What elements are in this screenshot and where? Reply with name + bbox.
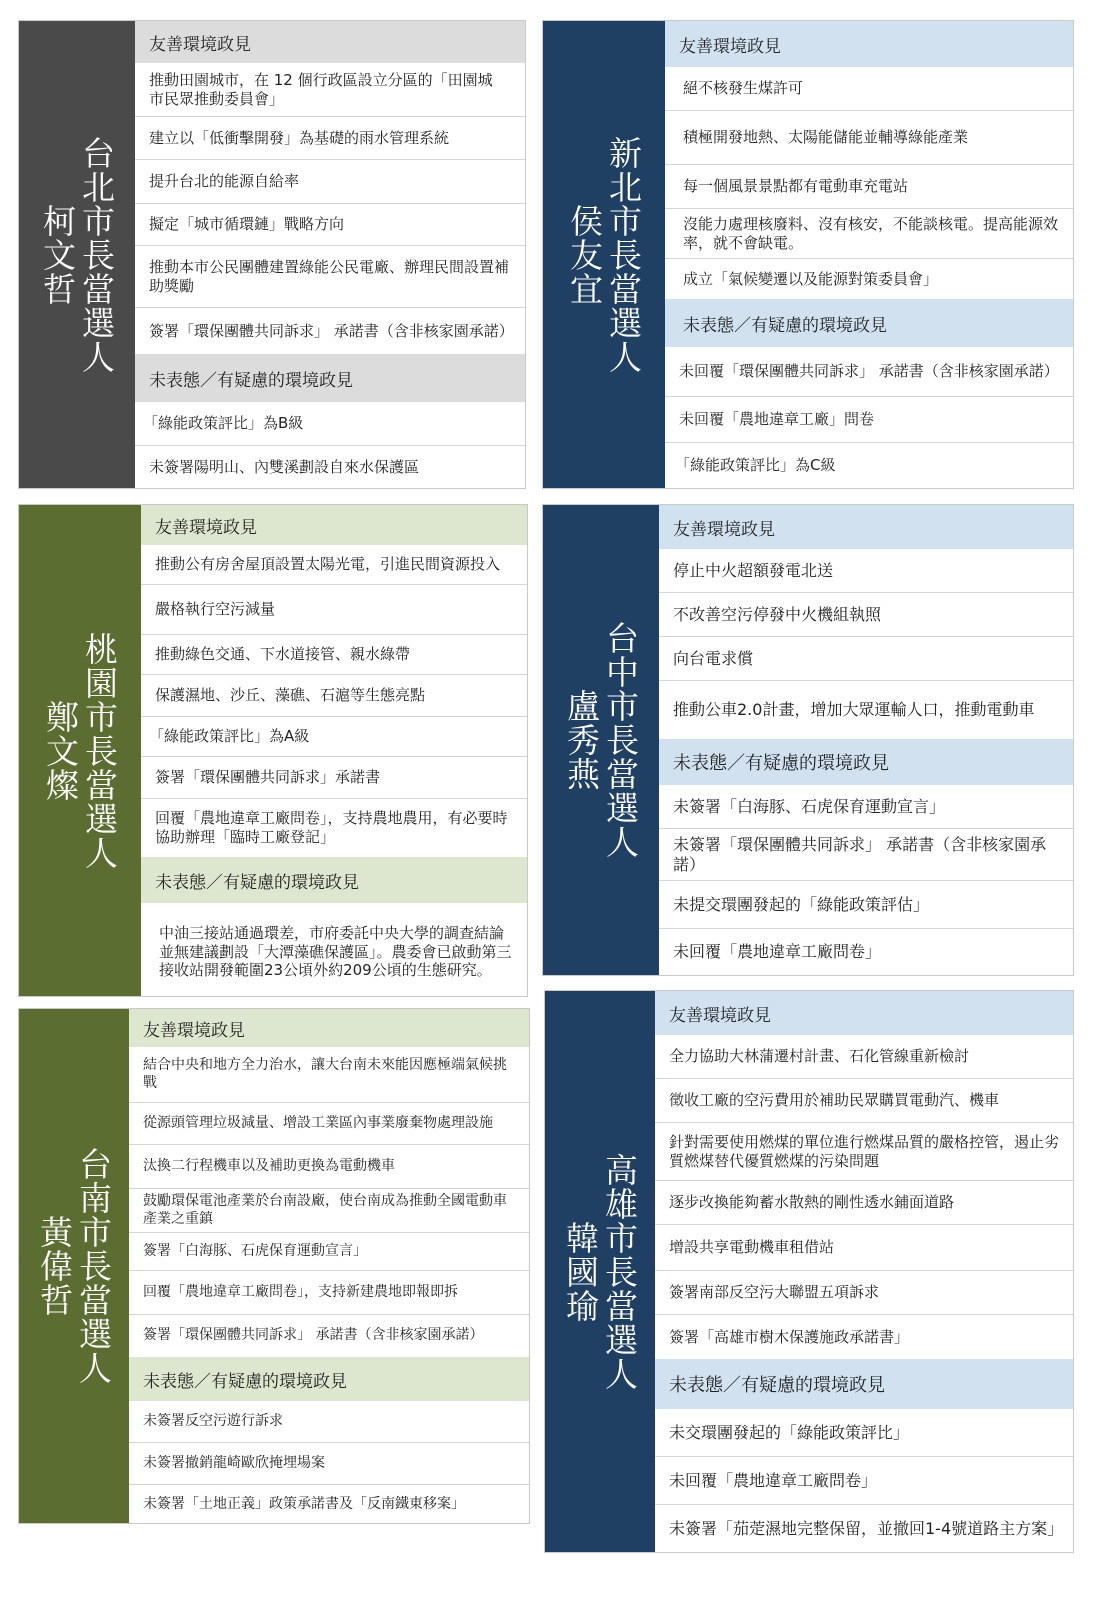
card-taichung xyxy=(542,504,1074,976)
policy-item: 推動綠色交通、下水道接管、親水綠帶 xyxy=(141,635,527,675)
policy-item: 積極開發地熱、太陽能儲能並輔導綠能產業 xyxy=(665,111,1073,165)
policy-item: 結合中央和地方全力治水，讓大台南未來能因應極端氣候挑戰 xyxy=(129,1047,529,1103)
unclear-header: 未表態／有疑慮的環境政見 xyxy=(135,354,525,402)
sidebar-taipei xyxy=(19,21,135,488)
policy-item: 不改善空污停發中火機組執照 xyxy=(659,593,1073,637)
mayor-title: 台南市長當選人 xyxy=(74,1147,113,1385)
policy-item: 中油三接站通過環差，市府委託中央大學的調查結論並無建議劃設「大潭藻礁保護區」。農委會已啟動第三接收站開發範圍23公頃外約209公頃的生態研究。 xyxy=(159,923,512,980)
policy-item: 增設共享電動機車租借站 xyxy=(655,1225,1073,1271)
policy-item: 未回覆「農地違章工廠」問卷 xyxy=(665,397,1073,443)
policy-item: 簽署「環保團體共同訴求」 承諾書（含非核家園承諾） xyxy=(149,321,514,340)
policy-item: 沒能力處理核廢料、沒有核安，不能談核電。提高能源效率，就不會缺電。 xyxy=(665,209,1073,259)
unclear-header: 未表態／有疑慮的環境政見 xyxy=(665,299,1073,347)
policy-item: 未簽署「茄萣濕地完整保留，並撤回1-4號道路主方案」 xyxy=(669,1519,1064,1538)
friendly-header: 友善環境政見 xyxy=(665,21,1073,67)
policy-item: 「綠能政策評比」為B級 xyxy=(135,402,525,446)
sidebar-tainan xyxy=(19,1009,129,1523)
mayor-name: 柯文哲 xyxy=(38,203,77,306)
policy-item: 推動公有房舍屋頂設置太陽光電，引進民間資源投入 xyxy=(141,545,527,585)
policy-item: 鼓勵環保電池產業於台南設廠，使台南成為推動全國電動車產業之重鎮 xyxy=(129,1189,529,1233)
policy-item: 回覆「農地違章工廠問卷」，支持新建農地即報即拆 xyxy=(129,1271,529,1315)
policy-item: 成立「氣候變遷以及能源對策委員會」 xyxy=(683,269,939,288)
policy-list xyxy=(659,505,1073,975)
policy-item: 簽署南部反空污大聯盟五項訴求 xyxy=(655,1271,1073,1315)
policy-item: 提升台北的能源自給率 xyxy=(135,160,525,204)
friendly-header: 友善環境政見 xyxy=(655,991,1073,1035)
policy-item: 回覆「農地違章工廠問卷」，支持農地農用，有必要時協助辦理「臨時工廠登記」 xyxy=(155,809,508,846)
mayor-title: 台中市長當選人 xyxy=(601,621,640,859)
policy-item: 停止中火超額發電北送 xyxy=(659,549,1073,593)
policy-list xyxy=(141,505,527,996)
policy-item: 絕不核發生煤許可 xyxy=(665,67,1073,111)
policy-item: 每一個風景景點都有電動車充電站 xyxy=(665,165,1073,209)
friendly-header: 友善環境政見 xyxy=(129,1009,529,1047)
policy-list xyxy=(665,21,1073,488)
policy-item: 簽署「環保團體共同訴求」承諾書 xyxy=(141,757,527,799)
friendly-header: 友善環境政見 xyxy=(135,21,525,63)
mayor-name: 盧秀燕 xyxy=(562,689,601,791)
policy-item: 針對需要使用燃煤的單位進行燃煤品質的嚴格控管，遏止劣質燃煤替代優質燃煤的污染問題 xyxy=(655,1123,1073,1181)
mayor-title: 高雄市長當選人 xyxy=(600,1152,639,1391)
policy-item: 建立以「低衝擊開發」為基礎的雨水管理系統 xyxy=(135,117,525,160)
card-taipei xyxy=(18,20,526,489)
policy-item: 「綠能政策評比」為A級 xyxy=(141,717,527,757)
sidebar-newtaipei xyxy=(543,21,665,488)
policy-item: 未簽署撤銷龍崎歐欣掩埋場案 xyxy=(129,1443,529,1485)
sidebar-taichung xyxy=(543,505,659,975)
policy-item: 未簽署「環保團體共同訴求」 承諾書（含非核家園承諾） xyxy=(659,829,1073,881)
policy-item: 簽署「白海豚、石虎保育運動宣言」 xyxy=(129,1233,529,1271)
policy-item: 徵收工廠的空污費用於補助民眾購買電動汽、機車 xyxy=(655,1079,1073,1123)
policy-item: 未回覆「農地違章工廠問卷」 xyxy=(655,1457,1073,1505)
policy-item: 未簽署陽明山、內雙溪劃設自來水保護區 xyxy=(149,457,420,476)
policy-list xyxy=(129,1009,529,1523)
policy-item: 未交環團發起的「綠能政策評比」 xyxy=(655,1409,1073,1457)
unclear-header: 未表態／有疑慮的環境政見 xyxy=(659,739,1073,785)
policy-item: 未提交環團發起的「綠能政策評估」 xyxy=(659,881,1073,929)
card-kaohsiung xyxy=(544,990,1074,1553)
mayor-name: 鄭文燦 xyxy=(41,699,80,802)
friendly-header: 友善環境政見 xyxy=(659,505,1073,549)
policy-item: 嚴格執行空污減量 xyxy=(141,585,527,635)
mayor-name: 黃偉哲 xyxy=(35,1215,74,1317)
policy-list xyxy=(135,21,525,488)
sidebar-kaohsiung xyxy=(545,991,655,1552)
policy-item: 未簽署反空污遊行訴求 xyxy=(129,1401,529,1443)
policy-item: 逐步改換能夠蓄水散熱的剛性透水鋪面道路 xyxy=(655,1181,1073,1225)
policy-item: 全力協助大林蒲遷村計畫、石化管線重新檢討 xyxy=(655,1035,1073,1079)
card-taoyuan xyxy=(18,504,528,997)
mayor-title: 新北市長當選人 xyxy=(604,135,643,374)
unclear-header: 未表態／有疑慮的環境政見 xyxy=(129,1357,529,1401)
policy-list xyxy=(655,991,1073,1552)
unclear-header: 未表態／有疑慮的環境政見 xyxy=(141,857,527,903)
mayor-name: 侯友宜 xyxy=(565,203,604,306)
policy-item: 推動本市公民團體建置綠能公民電廠、辦理民間設置補助獎勵 xyxy=(135,246,525,308)
policy-item: 擬定「城市循環鏈」戰略方向 xyxy=(135,204,525,246)
mayor-name: 韓國瑜 xyxy=(561,1220,600,1323)
sidebar-taoyuan xyxy=(19,505,141,996)
unclear-header: 未表態／有疑慮的環境政見 xyxy=(655,1359,1073,1409)
policy-item: 簽署「環保團體共同訴求」 承諾書（含非核家園承諾） xyxy=(143,1327,484,1344)
policy-item: 向台電求償 xyxy=(659,637,1073,681)
policy-item: 簽署「高雄市樹木保護施政承諾書」 xyxy=(669,1327,910,1346)
card-newtaipei xyxy=(542,20,1074,489)
card-tainan xyxy=(18,1008,530,1524)
policy-item: 從源頭管理垃圾減量、增設工業區內事業廢棄物處理設施 xyxy=(129,1103,529,1145)
policy-item: 保護濕地、沙丘、藻礁、石滬等生態亮點 xyxy=(141,675,527,717)
policy-item: 推動田園城市，在 12 個行政區設立分區的「田園城 市民眾推動委員會」 xyxy=(135,63,525,117)
policy-item: 未回覆「農地違章工廠問卷」 xyxy=(673,942,882,961)
policy-item: 未回覆「環保團體共同訴求」 承諾書（含非核家園承諾） xyxy=(665,347,1073,397)
policy-item: 推動公車2.0計畫，增加大眾運輸人口，推動電動車 xyxy=(673,700,1035,719)
mayor-title: 台北市長當選人 xyxy=(77,135,116,374)
policy-item: 汰換二行程機車以及補助更換為電動機車 xyxy=(129,1145,529,1189)
mayor-title: 桃園市長當選人 xyxy=(80,631,119,870)
policy-item: 「綠能政策評比」為C級 xyxy=(675,456,836,475)
policy-item: 未簽署「白海豚、石虎保育運動宣言」 xyxy=(659,785,1073,829)
policy-item: 未簽署「土地正義」政策承諾書及「反南鐵東移案」 xyxy=(143,1496,465,1513)
friendly-header: 友善環境政見 xyxy=(141,505,527,545)
